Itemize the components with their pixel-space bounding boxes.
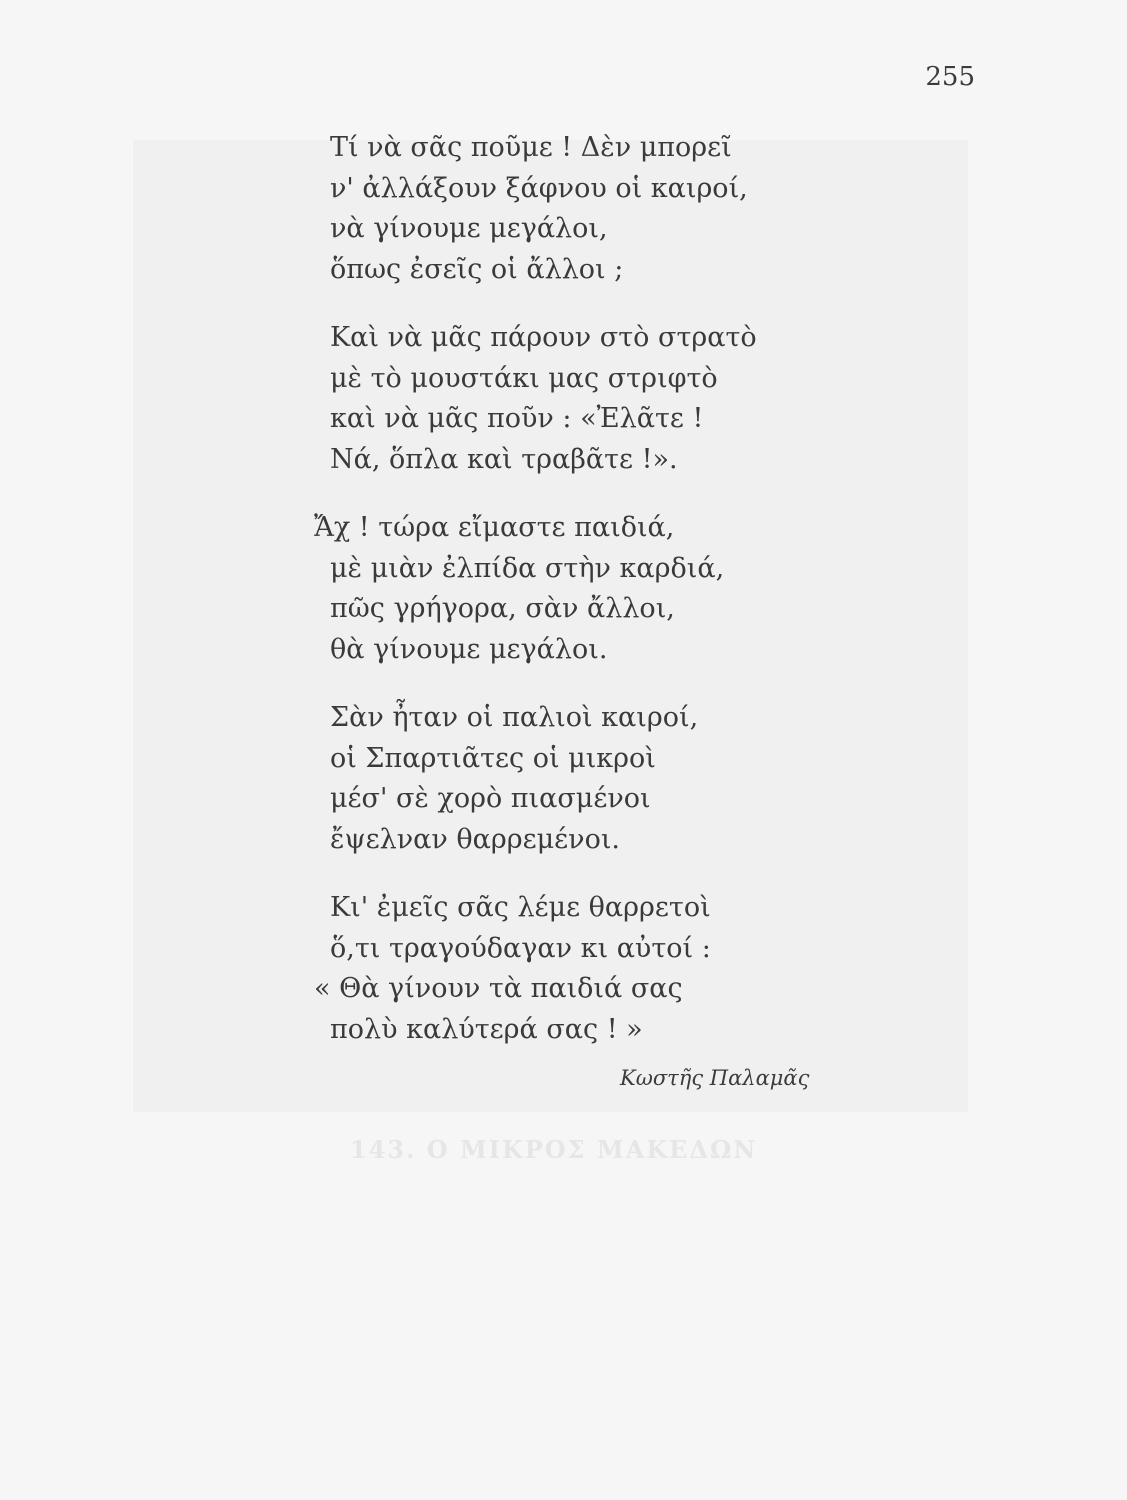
poem-line: θὰ γίνουμε μεγάλοι. <box>330 633 608 665</box>
poem-line: πῶς γρήγορα, σὰν ἄλλοι, <box>330 593 675 624</box>
poem-line: μὲ μιὰν ἐλπίδα στὴν καρδιά, <box>330 552 725 584</box>
poem-line: νὰ γίνουμε μεγάλοι, <box>330 213 608 244</box>
poem-line: ν' ἀλλάξουν ξάφνου οἱ καιροί, <box>330 172 748 204</box>
stanza-2 <box>330 318 890 480</box>
poem-line: Ἄχ ! τώρα εἴμαστε παιδιά, <box>314 512 675 543</box>
poem-line: καὶ νὰ μᾶς ποῦν : «Ἐλᾶτε ! <box>330 403 704 434</box>
stanza-4 <box>330 698 890 860</box>
poem-author-signature: Κωστῆς Παλαμᾶς <box>620 1066 810 1090</box>
stanza-5 <box>314 888 890 1050</box>
bleed-through-title: 143. Ο ΜΙΚΡΟΣ ΜΑΚΕΔΩΝ <box>350 1135 758 1164</box>
poem-line: μέσ' σὲ χορὸ πιασμένοι <box>330 783 651 814</box>
poem-line: ὅ,τι τραγούδαγαν κι αὐτοί : <box>330 932 711 964</box>
poem-line: Κι' ἐμεῖς σᾶς λέμε θαρρετοὶ <box>330 892 711 923</box>
poem-line: πολὺ καλύτερά σας ! » <box>330 1013 643 1045</box>
poem-line: Νά, ὅπλα καὶ τραβᾶτε !». <box>330 443 678 475</box>
stanza-3 <box>314 508 890 670</box>
poem-line: « Θὰ γίνουν τὰ παιδιά σας <box>314 973 683 1004</box>
page-number: 255 <box>925 62 975 92</box>
poem <box>314 128 890 1078</box>
poem-line: Τί νὰ σᾶς ποῦμε ! Δὲν μπορεῖ <box>330 132 732 163</box>
poem-line: οἱ Σπαρτιᾶτες οἱ μικροὶ <box>330 742 656 774</box>
poem-line: ἔψελναν θαρρεμένοι. <box>330 823 620 855</box>
poem-line: μὲ τὸ μουστάκι μας στριφτὸ <box>330 362 718 394</box>
poem-line: Σὰν ἦταν οἱ παλιοὶ καιροί, <box>330 702 699 733</box>
poem-line: Καὶ νὰ μᾶς πάρουν στὸ στρατὸ <box>330 322 757 353</box>
stanza-1 <box>330 128 890 290</box>
poem-line: ὅπως ἐσεῖς οἱ ἄλλοι ; <box>330 253 624 285</box>
